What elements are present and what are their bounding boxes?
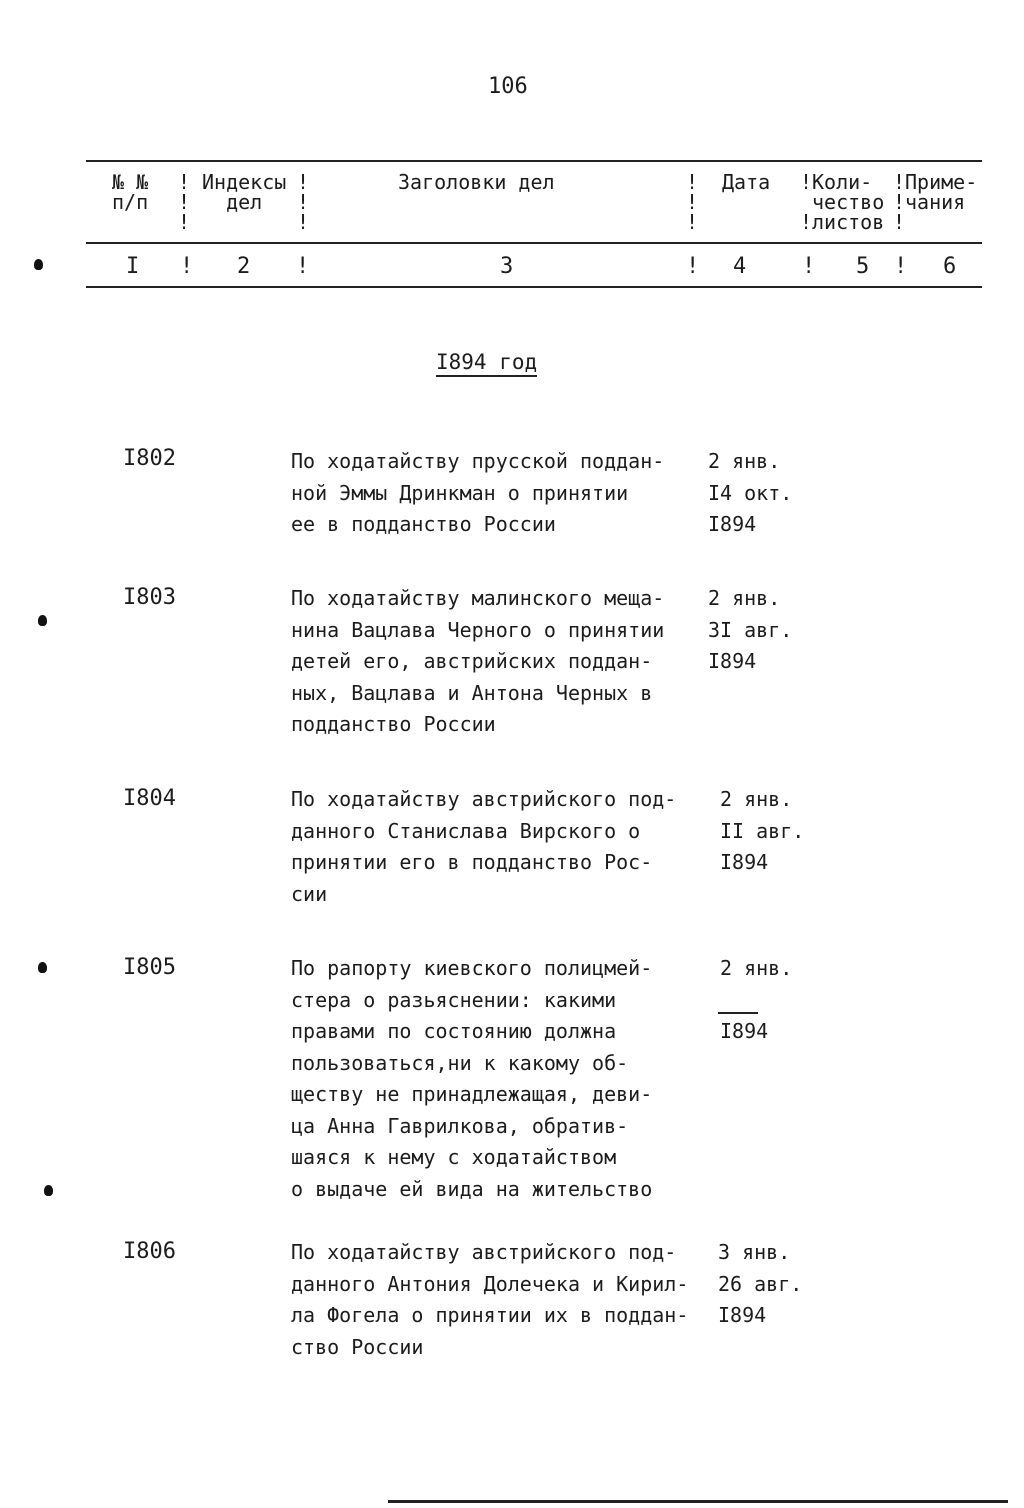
case-dates: 3 янв. 26 авг. I894 xyxy=(718,1240,803,1327)
header-middle-rule xyxy=(86,242,982,244)
header-index-col: Индексы дел xyxy=(202,170,287,214)
case-number: I803 xyxy=(123,585,176,610)
binding-hole-mark xyxy=(38,962,47,973)
column-number: 2 xyxy=(237,254,251,279)
column-separator: ! ! ! xyxy=(686,170,699,234)
header-sheets-col: Коли- чество листов xyxy=(812,170,885,234)
case-title: По ходатайству малинского меща- нина Вацлава Черного о принятии детей его, австрийских поддан- ных, Вацлава и Антона Черных в подданство России xyxy=(291,586,665,736)
binding-hole-mark xyxy=(44,1185,53,1196)
case-title: По ходатайству австрийского под- данного Станислава Вирского о принятии его в подданство Рос- сии xyxy=(291,787,677,906)
column-number: 4 xyxy=(733,254,747,279)
case-dates: 2 янв. I894 xyxy=(720,956,793,1043)
case-title: По ходатайству австрийского под- данного Антония Долечека и Кирил- ла Фогела о принятии их в поддан- ство России xyxy=(291,1240,689,1359)
case-dates: 2 янв. II авг. I894 xyxy=(720,787,805,874)
header-titles-col: Заголовки дел xyxy=(398,170,555,194)
header-number-col: № № п/п xyxy=(112,170,149,214)
column-number: 3 xyxy=(500,254,514,279)
case-number: I804 xyxy=(123,786,176,811)
case-number: I806 xyxy=(123,1239,176,1264)
binding-hole-mark xyxy=(34,259,43,270)
case-title: По ходатайству прусской поддан- ной Эммы Дринкман о принятии ее в подданство России xyxy=(291,449,665,536)
header-notes-col: Приме- чания xyxy=(905,170,978,214)
column-separator: ! xyxy=(686,254,700,279)
case-number: I805 xyxy=(123,955,176,980)
column-separator: ! xyxy=(802,254,816,279)
year-heading: I894 год xyxy=(436,350,537,377)
column-separator: ! ! ! xyxy=(297,170,310,234)
case-dates: 2 янв. 3I авг. I894 xyxy=(708,586,793,673)
header-top-rule xyxy=(86,160,982,162)
column-number: 5 xyxy=(856,254,870,279)
column-separator: ! xyxy=(180,254,194,279)
case-number: I802 xyxy=(123,446,176,471)
column-separator: ! xyxy=(894,254,908,279)
column-number: 6 xyxy=(943,254,957,279)
column-separator: ! ! xyxy=(800,170,813,234)
column-number: I xyxy=(126,254,140,279)
date-end-missing-dash xyxy=(718,1012,758,1014)
binding-hole-mark xyxy=(38,615,47,626)
header-bottom-rule xyxy=(86,286,982,288)
column-separator: ! ! ! xyxy=(178,170,191,234)
bottom-edge-line xyxy=(388,1500,1008,1503)
header-date-col: Дата xyxy=(722,170,771,194)
column-separator: ! ! ! xyxy=(893,170,906,234)
case-title: По рапорту киевского полицмей- стера о разьяснении: какими правами по состоянию должна пользоваться,ни к какому об- ществу не принадлежащая, деви- ца Анна Гаврилкова, обратив- шаяся к нему с ходатайством о выдаче ей вида на жительство xyxy=(291,956,653,1201)
column-separator: ! xyxy=(296,254,310,279)
case-dates: 2 янв. I4 окт. I894 xyxy=(708,449,793,536)
page-number: 106 xyxy=(488,74,528,99)
